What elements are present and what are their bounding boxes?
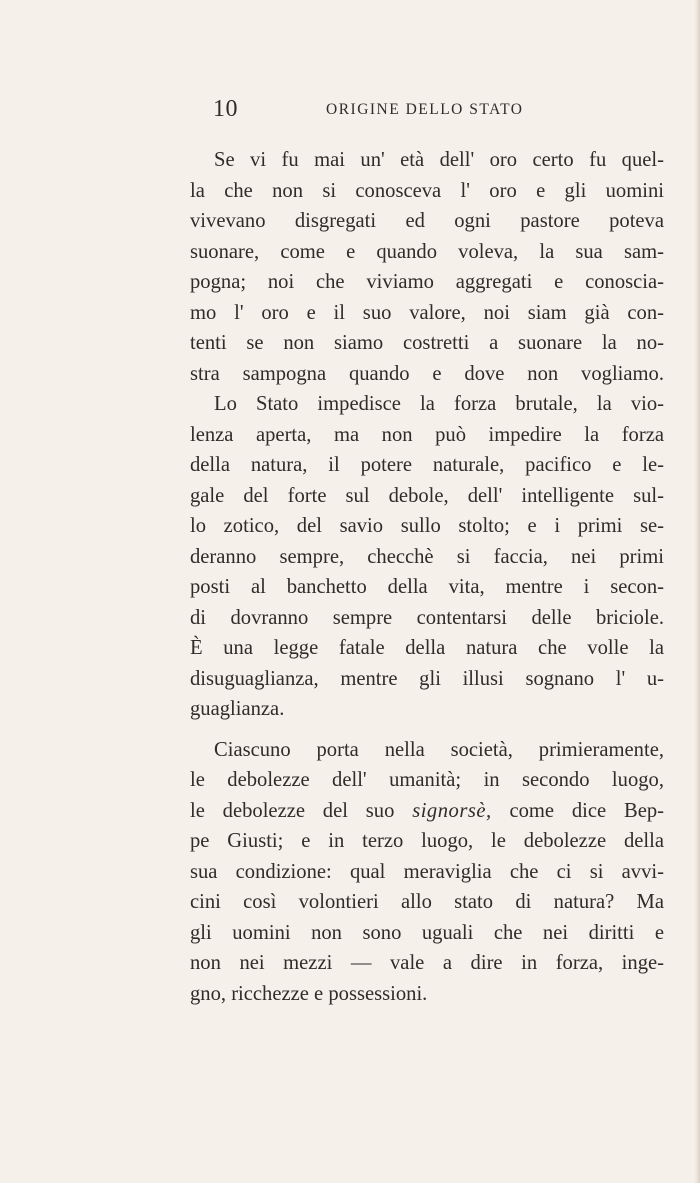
text-line: gli uomini non sono uguali che nei diritti e bbox=[190, 921, 664, 944]
text-line: disuguaglianza, mentre gli illusi sognano l' u- bbox=[190, 667, 664, 690]
text-line: pogna; noi che viviamo aggregati e conoscia- bbox=[190, 271, 664, 293]
paragraph-1 bbox=[190, 145, 664, 389]
text-line: gale del forte sul debole, dell' intelligente sul- bbox=[190, 484, 664, 507]
text-line: guaglianza. bbox=[190, 698, 285, 720]
text-line: vivevano disgregati ed ogni pastore poteva bbox=[190, 210, 664, 232]
italic-word: signorsè, bbox=[412, 799, 492, 822]
paragraph-3 bbox=[190, 735, 664, 1010]
text-line: mo l' oro e il suo valore, noi siam già con- bbox=[190, 301, 664, 324]
text-line: pe Giusti; e in terzo luogo, le debolezze della bbox=[190, 830, 664, 852]
page-edge bbox=[694, 0, 700, 1183]
text-line: della natura, il potere naturale, pacifico e le- bbox=[190, 454, 664, 476]
text-line: cini così volontieri allo stato di natura? Ma bbox=[190, 891, 664, 913]
text-line: Ciascuno porta nella società, primieramente, bbox=[214, 738, 664, 761]
text-line: le debolezze dell' umanità; in secondo luogo, bbox=[190, 769, 664, 791]
text-line: sua condizione: qual meraviglia che ci si avvi- bbox=[190, 860, 664, 883]
text-line: di dovranno sempre contentarsi delle briciole. bbox=[190, 606, 664, 629]
text-line: lo zotico, del savio sullo stolto; e i primi se- bbox=[190, 515, 664, 537]
text-line: stra sampogna quando e dove non vogliamo. bbox=[190, 362, 664, 385]
text-line: gno, ricchezze e possessioni. bbox=[190, 982, 428, 1005]
text-run: come dice Bep- bbox=[491, 799, 664, 822]
body-text bbox=[190, 145, 664, 1009]
text-line: suonare, come e quando voleva, la sua sam- bbox=[190, 240, 664, 263]
text-line: tenti se non siamo costretti a suonare la no- bbox=[190, 332, 664, 354]
page-header bbox=[213, 94, 533, 126]
text-line: lenza aperta, ma non può impedire la forza bbox=[190, 423, 664, 446]
text-line: Lo Stato impedisce la forza brutale, la vio- bbox=[214, 393, 664, 415]
paragraph-2 bbox=[190, 389, 664, 725]
text-line: deranno sempre, checchè si faccia, nei primi bbox=[190, 545, 664, 568]
running-title: ORIGINE DELLO STATO bbox=[326, 101, 524, 118]
text-run: le debolezze del suo bbox=[190, 799, 413, 822]
text-line: non nei mezzi — vale a dire in forza, inge- bbox=[190, 952, 664, 974]
text-line: Se vi fu mai un' età dell' oro certo fu quel- bbox=[214, 149, 664, 171]
text-line: È una legge fatale della natura che volle la bbox=[190, 637, 664, 659]
paragraph-gap bbox=[190, 725, 664, 735]
text-line-with-italic bbox=[190, 796, 664, 827]
text-line: la che non si conosceva l' oro e gli uomini bbox=[190, 179, 664, 202]
text-line: posti al banchetto della vita, mentre i secon- bbox=[190, 576, 664, 598]
page-number: 10 bbox=[213, 96, 238, 122]
